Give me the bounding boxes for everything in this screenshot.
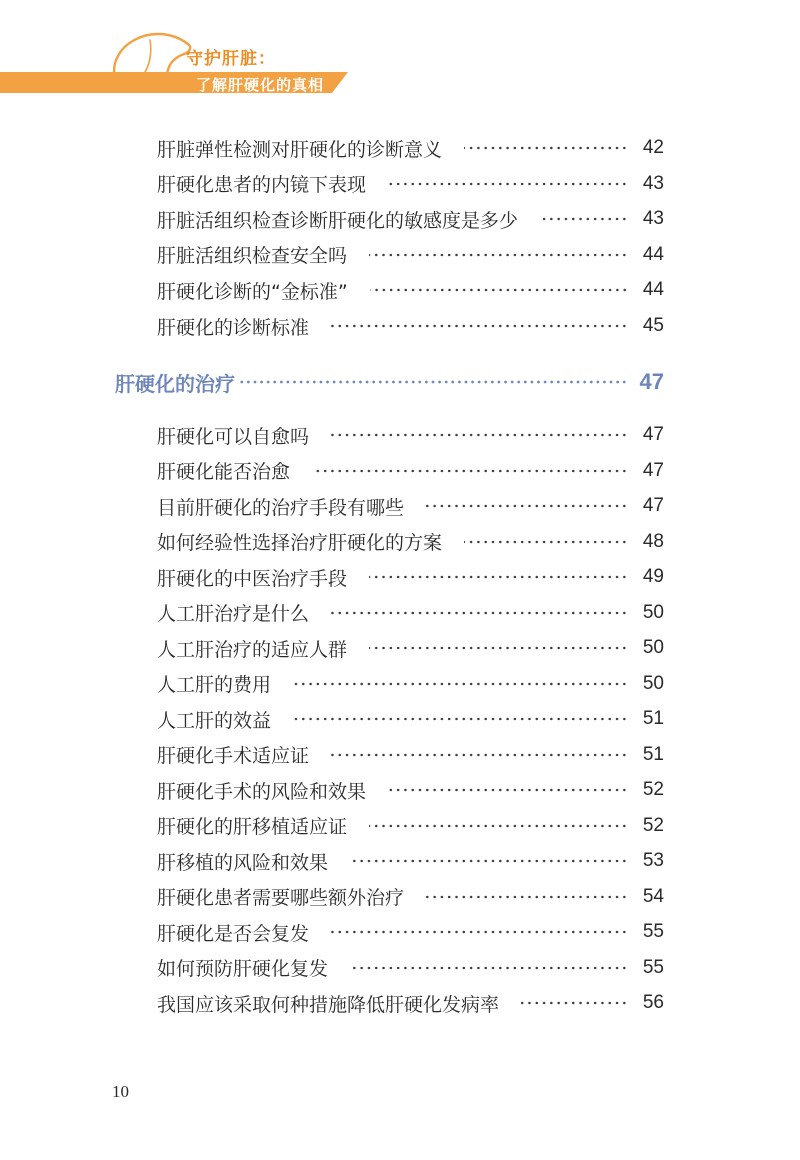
dot-leader <box>331 753 628 757</box>
toc-entry-page: 45 <box>642 315 664 336</box>
dot-leader <box>426 504 628 508</box>
toc-entry-page: 56 <box>642 992 664 1013</box>
toc-entry-title: 目前肝硬化的治疗手段有哪些 <box>157 496 405 519</box>
toc-entry-title: 肝脏活组织检查诊断肝硬化的敏感度是多少 <box>157 209 519 232</box>
toc-entry-page: 44 <box>642 279 664 301</box>
section-page: 47 <box>639 369 664 394</box>
toc-entry-title: 肝硬化可以自愈吗 <box>157 425 310 448</box>
dot-leader <box>293 682 628 686</box>
dot-leader <box>464 146 628 150</box>
toc-entry[interactable] <box>157 563 664 591</box>
dot-leader <box>521 1001 628 1005</box>
dot-leader <box>350 859 628 863</box>
toc-entry-title: 人工肝治疗的适应人群 <box>157 638 348 661</box>
dot-leader <box>464 540 628 544</box>
toc-entry-title: 肝脏活组织检查安全吗 <box>157 245 348 268</box>
toc-entry-title: 肝移植的风险和效果 <box>157 851 329 874</box>
toc-entry[interactable] <box>157 634 664 662</box>
toc-entry-title: 肝硬化手术适应证 <box>157 745 310 767</box>
dot-leader <box>331 611 628 615</box>
toc-entry[interactable] <box>157 134 664 162</box>
toc-entry-title: 如何经验性选择治疗肝硬化的方案 <box>157 532 443 554</box>
dot-leader <box>350 966 628 970</box>
toc-entry-title: 肝硬化的诊断标准 <box>157 316 310 339</box>
toc-entry-page: 55 <box>642 921 664 942</box>
toc-entry[interactable] <box>157 241 664 269</box>
dot-leader <box>369 824 628 828</box>
dot-leader <box>312 469 628 473</box>
dot-leader <box>388 182 628 186</box>
toc-section-treatment[interactable] <box>115 366 664 398</box>
dot-leader <box>369 646 628 650</box>
page-number: 10 <box>112 1082 129 1101</box>
toc-entry-title: 如何预防肝硬化复发 <box>157 958 329 980</box>
section-title: 肝硬化的治疗 <box>115 371 235 396</box>
header-title: 守护肝脏： <box>186 49 276 69</box>
toc-entry-page: 47 <box>642 424 664 445</box>
running-header <box>0 0 800 110</box>
header-subtitle: 了解肝硬化的真相 <box>196 76 325 94</box>
toc-entry[interactable] <box>157 457 664 485</box>
toc-entry[interactable] <box>157 170 664 198</box>
dot-leader <box>426 895 628 899</box>
toc-entry-page: 47 <box>642 495 664 516</box>
toc-entry[interactable] <box>157 812 664 840</box>
toc-entry-page: 50 <box>642 601 664 623</box>
dot-leader <box>388 788 628 792</box>
toc-entry-page: 52 <box>642 814 664 836</box>
toc-entry-title: 人工肝的费用 <box>157 674 272 696</box>
toc-entry[interactable] <box>157 205 664 233</box>
toc-entry-page: 43 <box>642 208 664 230</box>
toc-entry[interactable] <box>157 492 664 520</box>
toc-entry-title: 肝硬化的中医治疗手段 <box>157 567 348 590</box>
toc-entry-page: 44 <box>642 243 664 265</box>
toc-entry[interactable] <box>157 599 664 627</box>
toc-entry-title: 肝硬化的肝移植适应证 <box>157 816 348 838</box>
header-banner-graphic <box>0 0 800 110</box>
toc-entry[interactable] <box>157 741 664 769</box>
toc-entry-title: 肝硬化患者需要哪些额外治疗 <box>157 887 405 909</box>
toc-entry-page: 52 <box>642 779 664 800</box>
toc-entry-title: 人工肝治疗是什么 <box>157 603 310 625</box>
dot-leader <box>331 324 628 328</box>
dot-leader <box>293 717 628 721</box>
toc-entry-page: 54 <box>642 885 664 907</box>
toc-entry[interactable] <box>157 989 664 1017</box>
toc-entry-page: 51 <box>642 708 664 729</box>
toc-entry-page: 48 <box>642 530 664 552</box>
toc-entry-title: 肝硬化是否会复发 <box>157 922 310 945</box>
toc-entry[interactable] <box>157 883 664 911</box>
dot-leader <box>369 575 628 579</box>
toc-entry-page: 47 <box>642 459 664 481</box>
toc-entry-page: 55 <box>642 956 664 978</box>
toc-entry[interactable] <box>157 705 664 733</box>
toc-entry-page: 50 <box>642 637 664 658</box>
dot-leader <box>237 380 628 384</box>
toc-entry[interactable] <box>157 776 664 804</box>
toc-entry[interactable] <box>157 312 664 340</box>
toc-entry-title: 肝硬化患者的内镜下表现 <box>157 174 367 197</box>
toc-entry-page: 43 <box>642 172 664 194</box>
dot-leader <box>540 217 628 221</box>
toc-entry-page: 49 <box>642 566 664 587</box>
dot-leader <box>331 930 628 934</box>
toc-entry[interactable] <box>157 954 664 982</box>
toc-entry-title: 我国应该采取何种措施降低肝硬化发病率 <box>157 993 500 1016</box>
toc-entry[interactable] <box>157 847 664 875</box>
toc-entry[interactable] <box>157 670 664 698</box>
toc-entry-title: 肝硬化能否治愈 <box>157 461 291 483</box>
dot-leader <box>331 433 628 437</box>
toc-entry[interactable] <box>157 421 664 449</box>
toc-entry[interactable] <box>157 528 664 556</box>
toc-entry-title: 人工肝的效益 <box>157 709 272 732</box>
toc-entry-page: 42 <box>642 137 664 158</box>
toc-entry-title: 肝硬化诊断的“金标准” <box>157 280 348 303</box>
toc-entry-title: 肝脏弹性检测对肝硬化的诊断意义 <box>157 138 443 161</box>
toc-entry-page: 50 <box>642 672 664 694</box>
toc-entry-page: 53 <box>642 850 664 871</box>
dot-leader <box>370 288 628 292</box>
toc-entry[interactable] <box>157 918 664 946</box>
dot-leader <box>369 253 628 257</box>
toc-entry[interactable] <box>157 276 664 304</box>
toc-entry-page: 51 <box>642 743 664 765</box>
toc-entry-title: 肝硬化手术的风险和效果 <box>157 780 367 803</box>
